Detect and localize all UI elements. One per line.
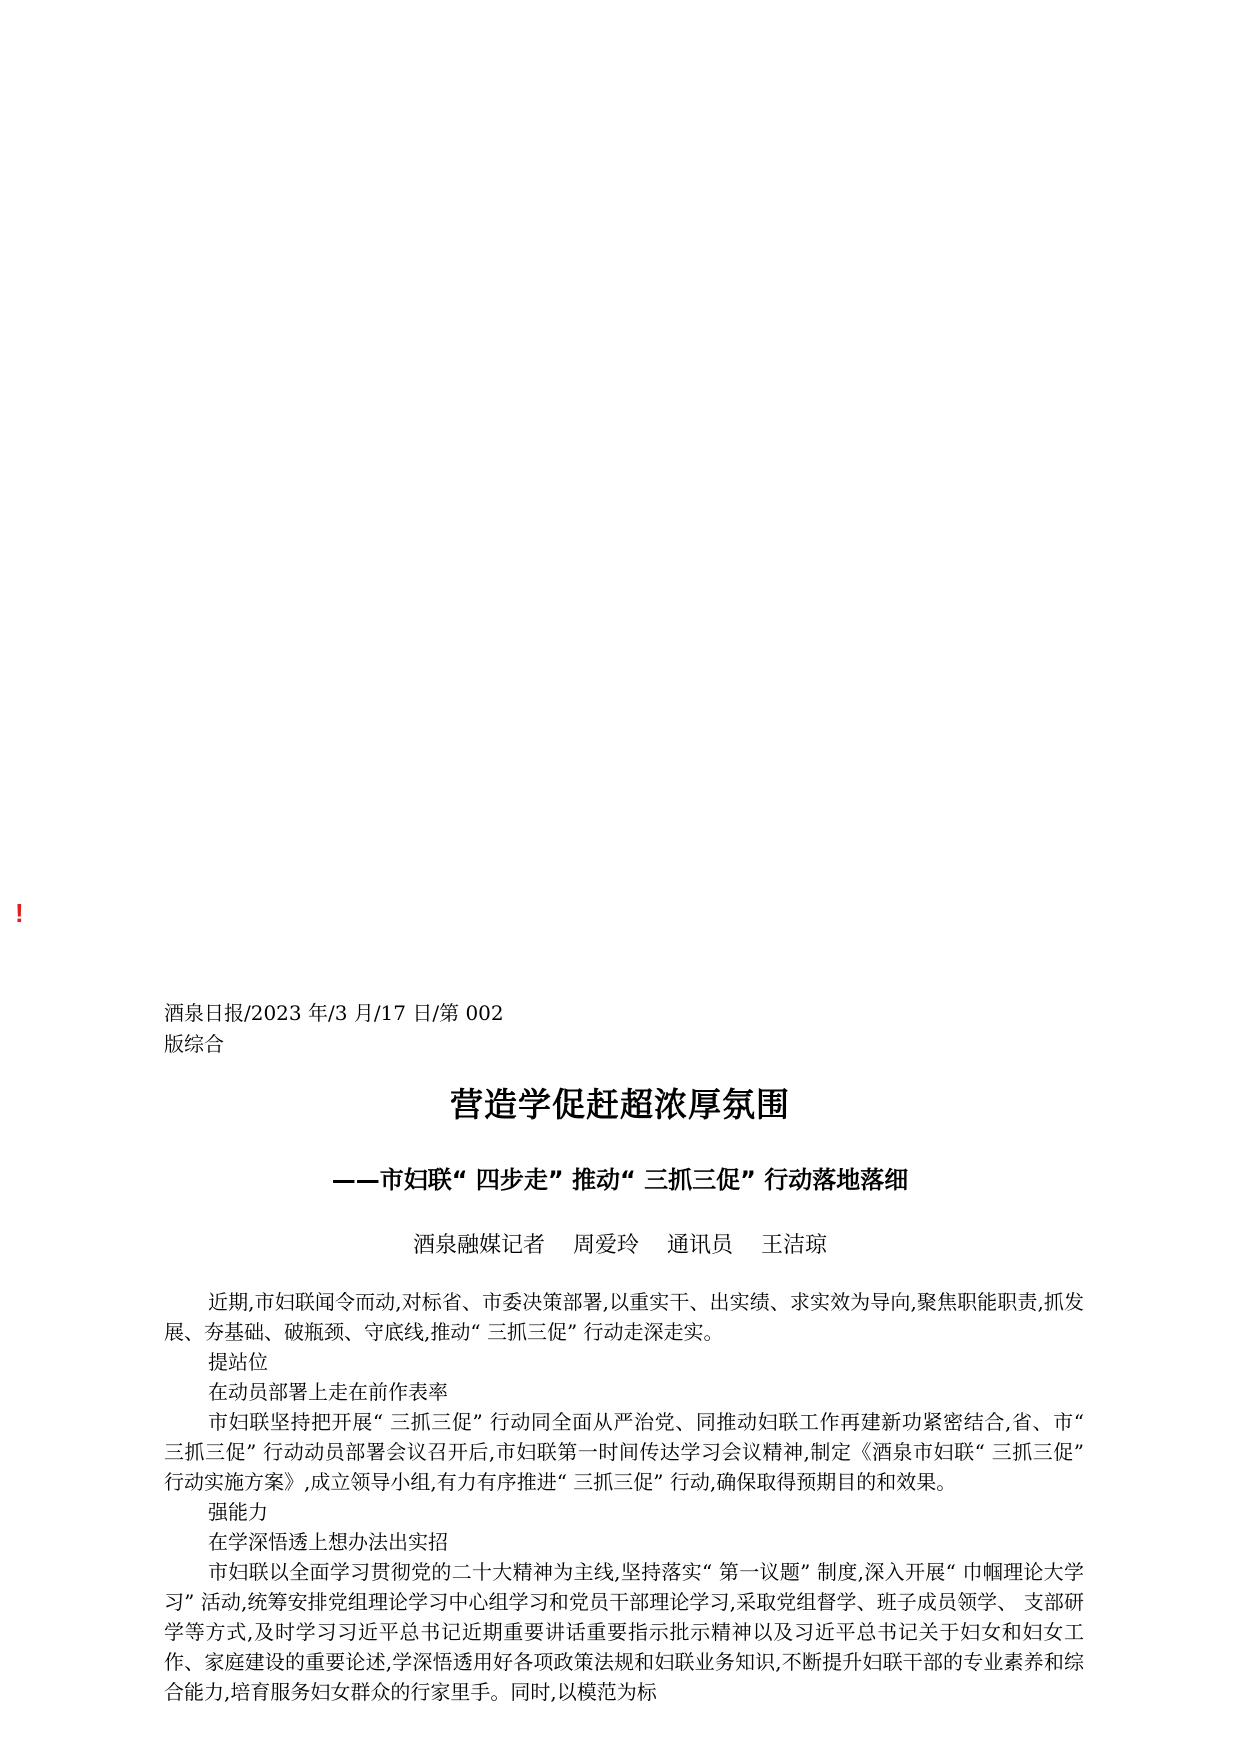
section-heading: 强能力 <box>208 1500 268 1524</box>
body-paragraph: 市妇联坚持把开展“ 三抓三促” 行动同全面从严治党、同推动妇联工作再建新功紧密结合,省、市“ 三抓三促” 行动动员部署会议召开后,市妇联第一时间传达学习会议精神,制定《酒泉市妇联“ 三抓三促” 行动实施方案》,成立领导小组,有力有序推进“ 三抓三促” 行动,确保取得预期目的和效果。 <box>164 1410 1084 1494</box>
section-subheading: 在学深悟透上想办法出实招 <box>208 1530 448 1554</box>
body-paragraph: 近期,市妇联闻令而动,对标省、市委决策部署,以重实干、出实绩、求实效为导向,聚焦职能职责,抓发展、夯基础、破瓶颈、守底线,推动“ 三抓三促” 行动走深走实。 <box>164 1290 1084 1344</box>
section-heading: 提站位 <box>208 1350 268 1374</box>
article-byline: 酒泉融媒记者 周爱玲 通讯员 王洁琼 <box>413 1233 827 1258</box>
warning-mark: ! <box>15 898 24 928</box>
article-body <box>164 1287 1084 1707</box>
source-line <box>164 998 524 1060</box>
article-headline: 营造学促赶超浓厚氛围 <box>450 1085 790 1124</box>
body-paragraph: 市妇联以全面学习贯彻党的二十大精神为主线,坚持落实“ 第一议题” 制度,深入开展“ 巾帼理论大学习” 活动,统筹安排党组理论学习中心组学习和党员干部理论学习,采取党组督学、班子成员领学、 支部研学等方式,及时学习习近平总书记近期重要讲话重要指示批示精神以及习近平总书记关于妇女和妇女工作、家庭建设的重要论述,学深悟透用好各项政策法规和妇联业务知识,不断提升妇联干部的专业素养和综合能力,培育服务妇女群众的行家里手。同时,以模范为标 <box>164 1560 1084 1704</box>
section-subheading: 在动员部署上走在前作表率 <box>208 1380 448 1404</box>
source-section: 版综合 <box>164 1032 224 1056</box>
article-subheadline: ——市妇联“ 四步走” 推动“ 三抓三促” 行动落地落细 <box>331 1166 909 1194</box>
source-date: 酒泉日报/2023 年/3 月/17 日/第 002 <box>164 1001 504 1025</box>
